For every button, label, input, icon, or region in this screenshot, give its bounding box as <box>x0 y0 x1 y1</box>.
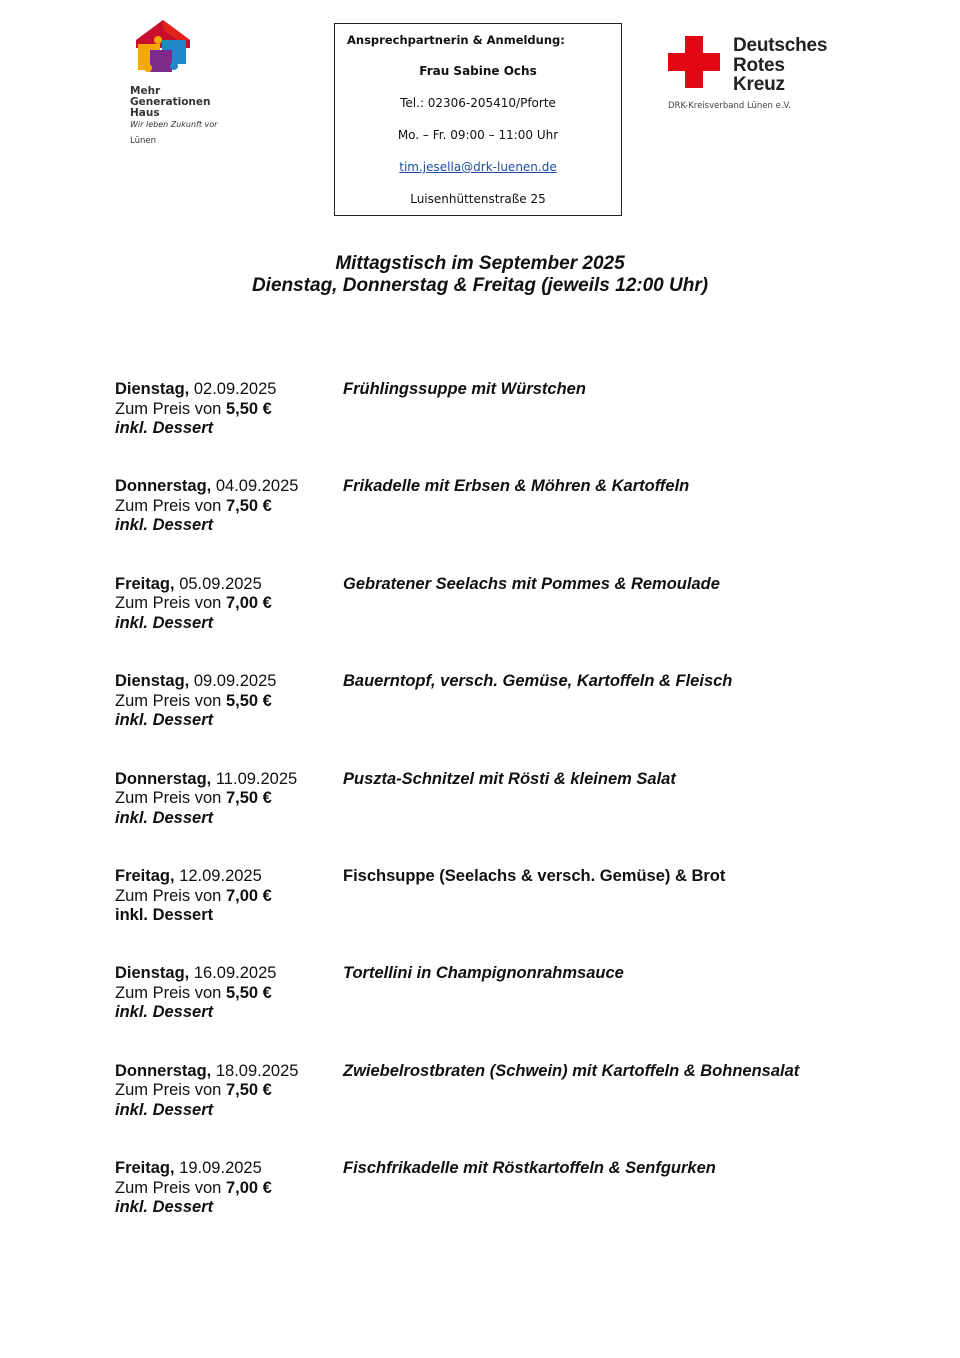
menu-entry-weekday: Freitag, <box>115 574 175 593</box>
menu-entry-price: 7,00 € <box>225 594 272 613</box>
menu-entry-dish: Tortellini in Champignonrahmsauce <box>343 964 624 983</box>
menu-entry-date: 09.09.2025 <box>189 672 277 691</box>
menu-entry-date: 11.09.2025 <box>211 769 298 788</box>
menu-entry-dessert: inkl. Dessert <box>115 419 214 437</box>
menu-entry-weekday: Donnerstag, <box>115 769 212 788</box>
menu-entry <box>115 964 835 1024</box>
menu-entry <box>115 575 835 635</box>
drk-line-3: Kreuz <box>733 74 785 95</box>
contact-hours: Mo. – Fr. 09:00 – 11:00 Uhr <box>397 128 559 142</box>
menu-entry-weekday: Freitag, <box>115 867 175 885</box>
logo-city: Lünen <box>130 136 156 146</box>
contact-box <box>334 23 622 216</box>
menu-entry-price-line <box>115 594 340 614</box>
menu-entry-info <box>115 1159 340 1218</box>
menu-entry-price-prefix: Zum Preis von <box>115 594 226 613</box>
menu-entry-weekday: Freitag, <box>115 1159 175 1178</box>
menu-entry-price-line <box>115 692 340 712</box>
menu-entry-info <box>115 867 340 926</box>
menu-entry-weekday: Dienstag, <box>115 672 190 691</box>
menu-entry-dish: Fischsuppe (Seelachs & versch. Gemüse) & Brot <box>343 867 726 885</box>
menu-entry-dish: Frühlingssuppe mit Würstchen <box>343 380 586 398</box>
menu-entry-price: 7,50 € <box>225 496 272 515</box>
menu-entry-weekday: Dienstag, <box>115 964 190 983</box>
menu-entry-info <box>115 380 340 439</box>
menu-entry-price-prefix: Zum Preis von <box>115 691 226 710</box>
menu-entry <box>115 380 835 440</box>
menu-entry-price-prefix: Zum Preis von <box>115 399 226 418</box>
menu-entry-info <box>115 575 340 634</box>
menu-entry-info <box>115 1062 340 1121</box>
red-cross-icon <box>668 36 720 88</box>
menu-entry-price: 7,50 € <box>225 789 272 808</box>
logo-line-2: Generationen <box>130 96 211 108</box>
menu-entry <box>115 867 835 927</box>
drk-subtitle: DRK-Kreisverband Lünen e.V. <box>668 101 791 111</box>
menu-entry-dish: Bauerntopf, versch. Gemüse, Kartoffeln & Fleisch <box>343 672 733 691</box>
menu-entry-price: 7,50 € <box>225 1081 272 1100</box>
page-title: Mittagstisch im September 2025 <box>335 253 625 274</box>
menu-entry-date: 18.09.2025 <box>211 1061 299 1080</box>
logo-tagline: Wir leben Zukunft vor <box>130 120 218 129</box>
menu-entry-date-line <box>115 1159 340 1179</box>
contact-phone: Tel.: 02306-205410/Pforte <box>400 96 556 110</box>
menu-entry-price: 5,50 € <box>225 399 272 418</box>
menu-entry-price-line <box>115 400 340 420</box>
menu-entry-price-prefix: Zum Preis von <box>115 886 226 905</box>
menu-entry-dish: Fischfrikadelle mit Röstkartoffeln & Senfgurken <box>343 1159 716 1178</box>
menu-entry-dish: Puszta-Schnitzel mit Rösti & kleinem Salat <box>343 769 676 788</box>
mehrgenerationenhaus-wordmark <box>130 86 217 147</box>
menu-entry-dessert: inkl. Dessert <box>115 1198 214 1217</box>
menu-entry-date-line <box>115 1062 340 1082</box>
menu-entry-date: 05.09.2025 <box>174 574 262 593</box>
menu-entry <box>115 770 835 830</box>
menu-entry-price-line <box>115 789 340 809</box>
contact-email-link[interactable]: tim.jesella@drk-luenen.de <box>399 160 557 174</box>
menu-entry-dessert: inkl. Dessert <box>115 906 214 924</box>
page-subtitle: Dienstag, Donnerstag & Freitag (jeweils 12:00 Uhr) <box>251 275 709 296</box>
menu-entry-dessert: inkl. Dessert <box>115 1003 214 1022</box>
menu-entry-date-line <box>115 380 340 400</box>
menu-entry-price-prefix: Zum Preis von <box>115 1081 226 1100</box>
menu-entry-dish: Zwiebelrostbraten (Schwein) mit Kartoffeln & Bohnensalat <box>343 1061 800 1080</box>
menu-entry-date-line <box>115 477 340 497</box>
menu-entry-price-prefix: Zum Preis von <box>115 1178 226 1197</box>
menu-entry-date-line <box>115 867 340 887</box>
contact-name: Frau Sabine Ochs <box>419 64 537 78</box>
menu-entry-date-line <box>115 672 340 692</box>
menu-entry-info <box>115 672 340 731</box>
menu-entry-dessert: inkl. Dessert <box>115 808 214 827</box>
contact-heading: Ansprechpartnerin & Anmeldung: <box>347 33 565 47</box>
menu-entry-info <box>115 477 340 536</box>
menu-entry-date: 19.09.2025 <box>174 1159 262 1178</box>
menu-entry-info <box>115 964 340 1023</box>
menu-entry-price-prefix: Zum Preis von <box>115 789 226 808</box>
menu-entry-price: 5,50 € <box>225 983 272 1002</box>
menu-entry-price-prefix: Zum Preis von <box>115 496 226 515</box>
menu-entry-date-line <box>115 770 340 790</box>
menu-entry-price: 7,00 € <box>225 1178 272 1197</box>
contact-address: Luisenhüttenstraße 25 <box>410 192 546 206</box>
menu-entry-date: 04.09.2025 <box>211 477 299 496</box>
menu-entry-price-line <box>115 497 340 517</box>
menu-entry-weekday: Donnerstag, <box>115 1061 212 1080</box>
menu-entry-date: 16.09.2025 <box>189 964 277 983</box>
menu-entry <box>115 1159 835 1219</box>
drk-line-1: Deutsches <box>733 35 828 56</box>
menu-entry-date: 12.09.2025 <box>174 867 262 885</box>
menu-entry-date-line <box>115 964 340 984</box>
menu-entry-price-line <box>115 887 340 907</box>
menu-entry-info <box>115 770 340 829</box>
menu-entry-price-line <box>115 1081 340 1101</box>
menu-entry-dish: Gebratener Seelachs mit Pommes & Remoulade <box>343 574 720 593</box>
menu-entry-weekday: Donnerstag, <box>115 477 212 496</box>
menu-entry-date-line <box>115 575 340 595</box>
menu-entry <box>115 477 835 537</box>
menu-entry-weekday: Dienstag, <box>115 380 190 398</box>
menu-entry-dish: Frikadelle mit Erbsen & Möhren & Kartoffeln <box>343 477 690 496</box>
logo-line-1: Mehr <box>130 85 161 97</box>
menu-entry-dessert: inkl. Dessert <box>115 516 214 535</box>
menu-entry <box>115 672 835 732</box>
menu-entry-price-prefix: Zum Preis von <box>115 983 226 1002</box>
menu-entry-price: 5,50 € <box>225 691 272 710</box>
menu-entry-dessert: inkl. Dessert <box>115 1100 214 1119</box>
menu-entry-price: 7,00 € <box>225 886 272 905</box>
menu-entry-dessert: inkl. Dessert <box>115 711 214 730</box>
drk-wordmark <box>733 36 827 95</box>
menu-entry <box>115 1062 835 1122</box>
menu-entry-price-line <box>115 1179 340 1199</box>
logo-line-3: Haus <box>130 107 160 119</box>
menu-entry-dessert: inkl. Dessert <box>115 613 214 632</box>
house-puzzle-icon <box>128 18 198 78</box>
menu-entry-price-line <box>115 984 340 1004</box>
menu-entry-date: 02.09.2025 <box>189 380 277 398</box>
drk-line-2: Rotes <box>733 54 785 76</box>
